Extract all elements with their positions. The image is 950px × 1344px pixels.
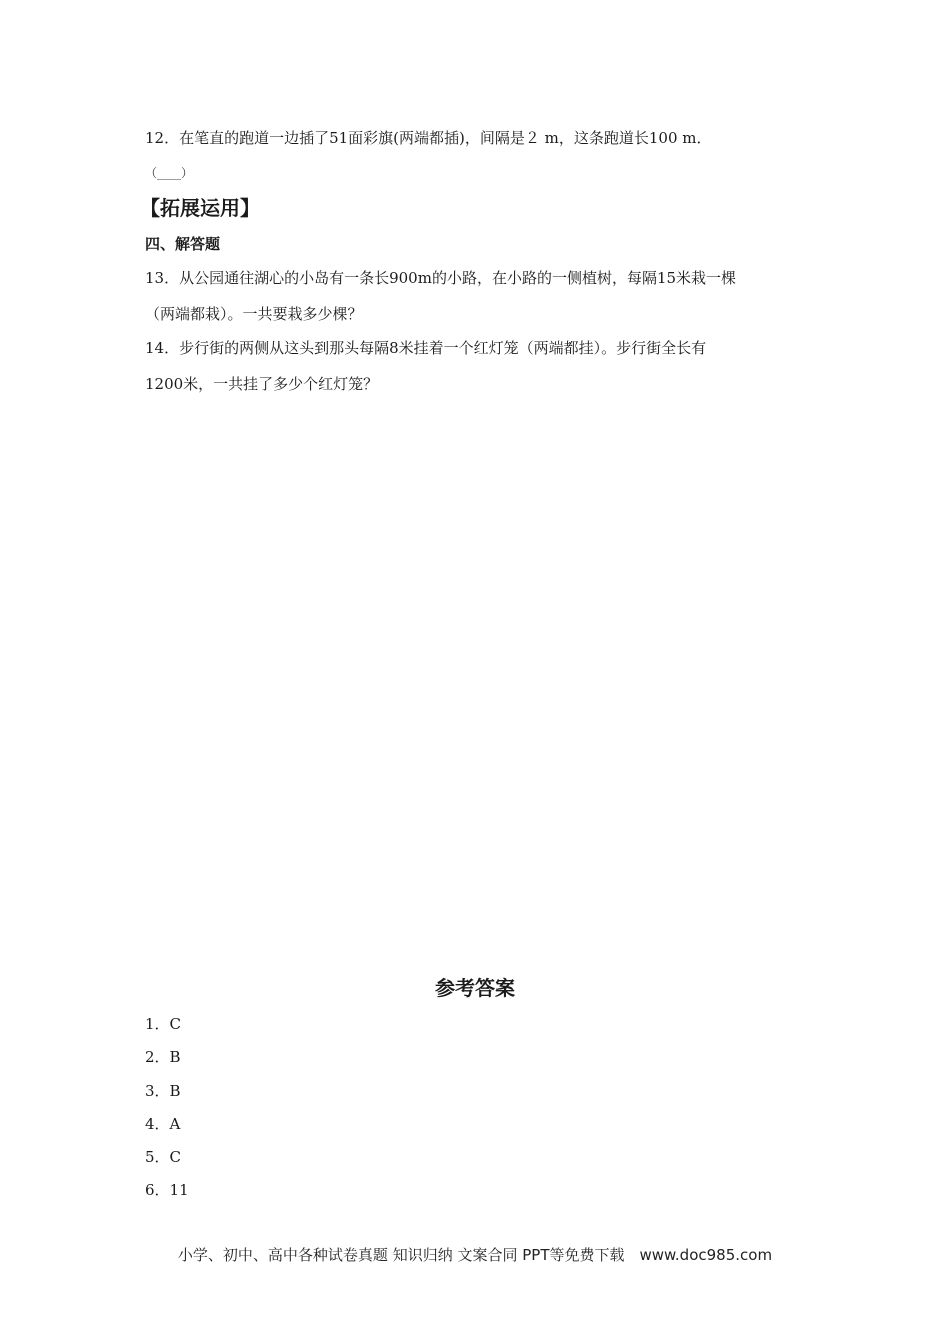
answer-item: 1．C bbox=[145, 1015, 182, 1033]
answers-title: 参考答案 bbox=[435, 976, 515, 1000]
answer-item: 6．11 bbox=[145, 1181, 189, 1199]
question-13-line-2: （两端都栽）。一共要栽多少棵？ bbox=[145, 305, 363, 323]
section-extension-heading: 【拓展运用】 bbox=[140, 196, 260, 220]
answer-item: 2．B bbox=[145, 1048, 181, 1066]
question-14-line-1: 14．步行街的两侧从这头到那头每隔8米挂着一个红灯笼（两端都挂）。步行街全长有 bbox=[145, 339, 707, 357]
answer-item: 4．A bbox=[145, 1115, 181, 1133]
question-14-line-2: 1200米，一共挂了多少个红灯笼？ bbox=[145, 375, 379, 393]
answer-item: 5．C bbox=[145, 1148, 182, 1166]
answer-item: 3．B bbox=[145, 1082, 181, 1100]
question-12-blank: （____） bbox=[145, 166, 194, 180]
question-13-line-1: 13．从公园通往湖心的小岛有一条长900m的小路，在小路的一侧植树，每隔15米栽一棵 bbox=[145, 269, 737, 287]
section-4-heading: 四、解答题 bbox=[145, 235, 221, 253]
question-12-text: 12．在笔直的跑道一边插了51面彩旗(两端都插)，间隔是２ m，这条跑道长100 m． bbox=[145, 129, 712, 147]
page-footer: 小学、初中、高中各种试卷真题 知识归纳 文案合同 PPT等免费下载 www.doc985.com bbox=[177, 1246, 773, 1264]
